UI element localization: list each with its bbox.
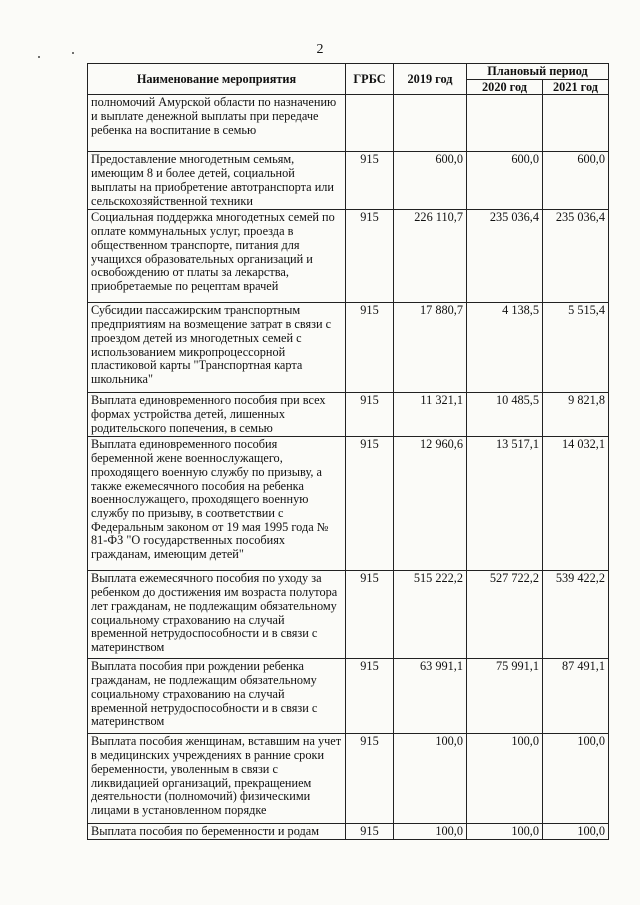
row-name: Выплата единовременного пособия при всех формах устройства детей, лишенных родительского попечения, в семью <box>88 393 346 437</box>
row-2021: 100,0 <box>543 824 609 840</box>
row-2019: 17 880,7 <box>394 303 467 393</box>
row-name: Социальная поддержка многодетных семей по оплате коммунальных услуг, проезда в общественном транспорте, питания для учащихся образовательных организаций и освобождению от платы за лекарства, приобретаемые по рецептам врачей <box>88 210 346 303</box>
row-2020: 100,0 <box>467 734 543 824</box>
table-row <box>88 571 609 659</box>
row-2020 <box>467 95 543 152</box>
page-number: 2 <box>316 42 324 57</box>
row-2021 <box>543 95 609 152</box>
table-row <box>88 303 609 393</box>
table-row <box>88 152 609 210</box>
row-grbs: 915 <box>346 152 394 210</box>
row-name: Выплата единовременного пособия беременной жене военнослужащего, проходящего военную службу по призыву, а также ежемесячного пособия на ребенка военнослужащего, проходящего военную службу по призыву, в соответствии с Федеральным законом от 19 мая 1995 года № 81-ФЗ "О государственных пособиях гражданам, имеющим детей" <box>88 437 346 571</box>
row-2021: 100,0 <box>543 734 609 824</box>
row-name: Выплата пособия женщинам, вставшим на учет в медицинских учреждениях в ранние сроки беременности, уволенным в связи с ликвидацией организаций, прекращением деятельности (полномочий) физическими лицами в установленном порядке <box>88 734 346 824</box>
row-2019: 11 321,1 <box>394 393 467 437</box>
header-name: Наименование мероприятия <box>88 64 346 95</box>
table-header <box>88 64 609 95</box>
row-2020: 4 138,5 <box>467 303 543 393</box>
row-grbs: 915 <box>346 734 394 824</box>
row-2020: 100,0 <box>467 824 543 840</box>
row-2019: 226 110,7 <box>394 210 467 303</box>
row-2021: 539 422,2 <box>543 571 609 659</box>
row-2019: 100,0 <box>394 734 467 824</box>
header-2021: 2021 год <box>543 79 609 95</box>
row-name: Предоставление многодетным семьям, имеющим 8 и более детей, социальной выплаты на приобретение автотранспорта или сельскохозяйственной техники <box>88 152 346 210</box>
table-row <box>88 210 609 303</box>
budget-table <box>87 63 609 840</box>
header-planned-period: Плановый период <box>467 64 609 80</box>
row-grbs: 915 <box>346 824 394 840</box>
row-name: Выплата пособия при рождении ребенка гражданам, не подлежащим обязательному социальному страхованию на случай временной нетрудоспособности и в связи с материнством <box>88 659 346 734</box>
table-body <box>88 95 609 840</box>
table-row <box>88 734 609 824</box>
table-row <box>88 95 609 152</box>
scan-speck <box>38 56 40 58</box>
row-2019: 63 991,1 <box>394 659 467 734</box>
row-2019 <box>394 95 467 152</box>
row-grbs: 915 <box>346 659 394 734</box>
row-2019: 600,0 <box>394 152 467 210</box>
table-row <box>88 659 609 734</box>
row-name: Субсидии пассажирским транспортным предприятиям на возмещение затрат в связи с проездом детей из многодетных семей с использованием микропроцессорной пластиковой карты "Транспортная карта школьника" <box>88 303 346 393</box>
row-grbs <box>346 95 394 152</box>
row-2020: 600,0 <box>467 152 543 210</box>
row-name: Выплата пособия по беременности и родам <box>88 824 346 840</box>
row-2021: 14 032,1 <box>543 437 609 571</box>
scan-speck <box>72 52 74 54</box>
row-2019: 12 960,6 <box>394 437 467 571</box>
table-row <box>88 437 609 571</box>
row-2021: 5 515,4 <box>543 303 609 393</box>
header-2020: 2020 год <box>467 79 543 95</box>
row-2020: 235 036,4 <box>467 210 543 303</box>
row-2021: 9 821,8 <box>543 393 609 437</box>
header-2019: 2019 год <box>394 64 467 95</box>
row-2021: 87 491,1 <box>543 659 609 734</box>
row-2021: 235 036,4 <box>543 210 609 303</box>
row-grbs: 915 <box>346 303 394 393</box>
row-grbs: 915 <box>346 437 394 571</box>
row-name: полномочий Амурской области по назначению и выплате денежной выплаты при передаче ребенка на воспитание в семью <box>88 95 346 152</box>
row-grbs: 915 <box>346 393 394 437</box>
row-grbs: 915 <box>346 571 394 659</box>
row-2020: 75 991,1 <box>467 659 543 734</box>
row-2019: 100,0 <box>394 824 467 840</box>
row-2020: 527 722,2 <box>467 571 543 659</box>
row-name: Выплата ежемесячного пособия по уходу за ребенком до достижения им возраста полутора лет гражданам, не подлежащим обязательному социальному страхованию на случай временной нетрудоспособности и в связи с материнством <box>88 571 346 659</box>
row-2020: 13 517,1 <box>467 437 543 571</box>
row-2021: 600,0 <box>543 152 609 210</box>
row-2019: 515 222,2 <box>394 571 467 659</box>
table-row <box>88 393 609 437</box>
header-grbs: ГРБС <box>346 64 394 95</box>
table-row <box>88 824 609 840</box>
row-2020: 10 485,5 <box>467 393 543 437</box>
row-grbs: 915 <box>346 210 394 303</box>
